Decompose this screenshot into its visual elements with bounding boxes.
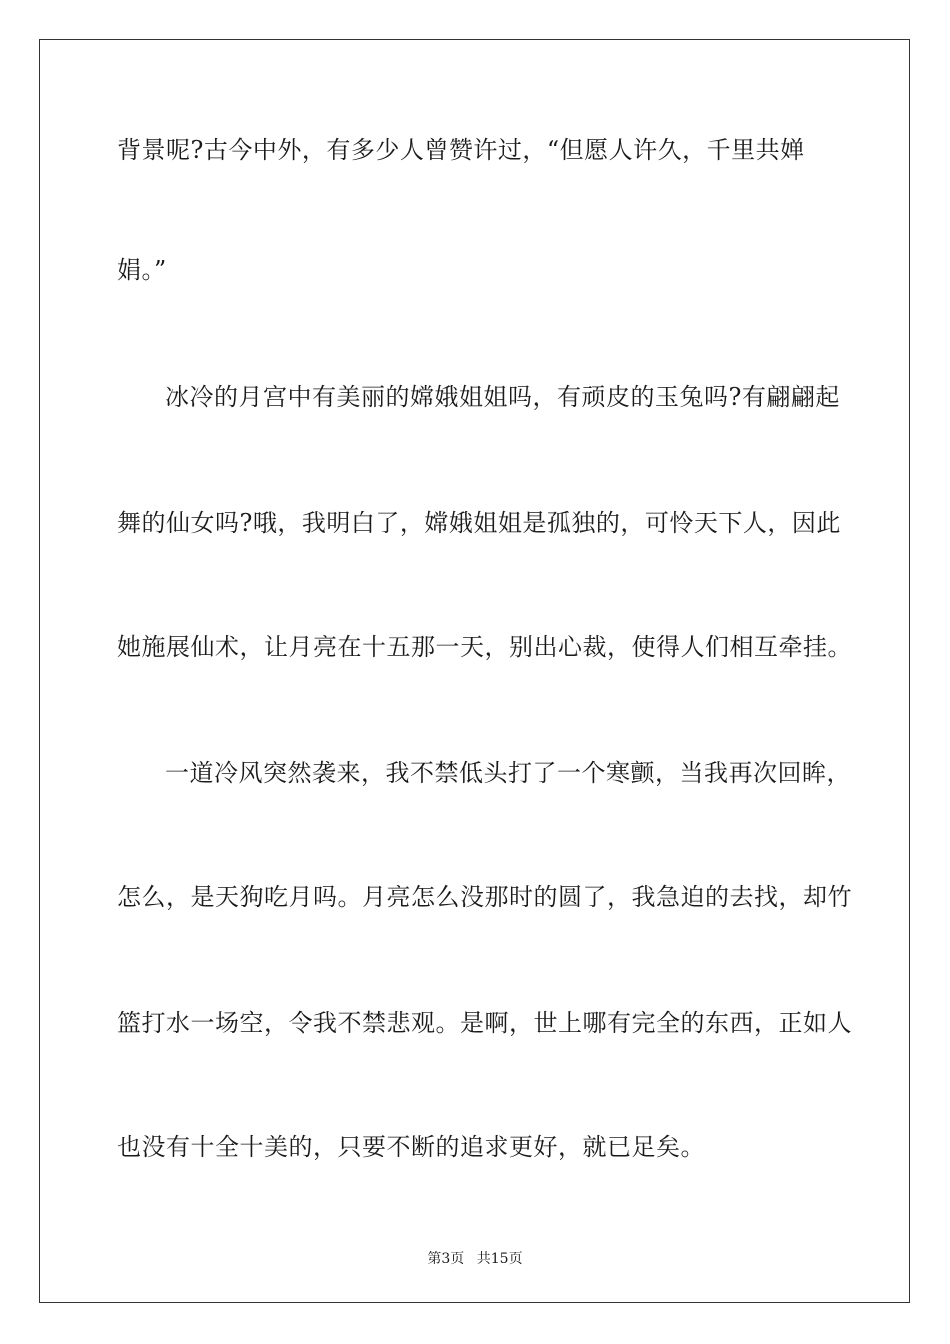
text-line-3: 冰冷的月宫中有美丽的嫦娥姐姐吗，有顽皮的玉兔吗?有翩翩起 [165, 383, 840, 411]
text-line-2: 娟。” [117, 256, 167, 284]
text-line-4: 舞的仙女吗?哦，我明白了，嫦娥姐姐是孤独的，可怜天下人，因此 [117, 509, 841, 537]
text-line-7: 怎么，是天狗吃月吗。月亮怎么没那时的圆了，我急迫的去找，却竹 [117, 883, 852, 911]
text-line-6: 一道冷风突然袭来，我不禁低头打了一个寒颤，当我再次回眸， [165, 759, 851, 787]
total-pages-label: 共15页 [476, 1251, 523, 1267]
text-line-8: 篮打水一场空，令我不禁悲观。是啊，世上哪有完全的东西，正如人 [117, 1009, 852, 1037]
page-border [39, 39, 910, 1303]
text-line-9: 也没有十全十美的，只要不断的追求更好，就已足矣。 [117, 1133, 705, 1161]
current-page-label: 第3页 [427, 1251, 465, 1267]
text-line-5: 她施展仙术，让月亮在十五那一天，别出心裁，使得人们相互牵挂。 [117, 633, 852, 661]
page-footer [0, 1248, 950, 1268]
text-line-1: 背景呢?古今中外，有多少人曾赞许过，“但愿人许久，千里共婵 [117, 136, 805, 164]
